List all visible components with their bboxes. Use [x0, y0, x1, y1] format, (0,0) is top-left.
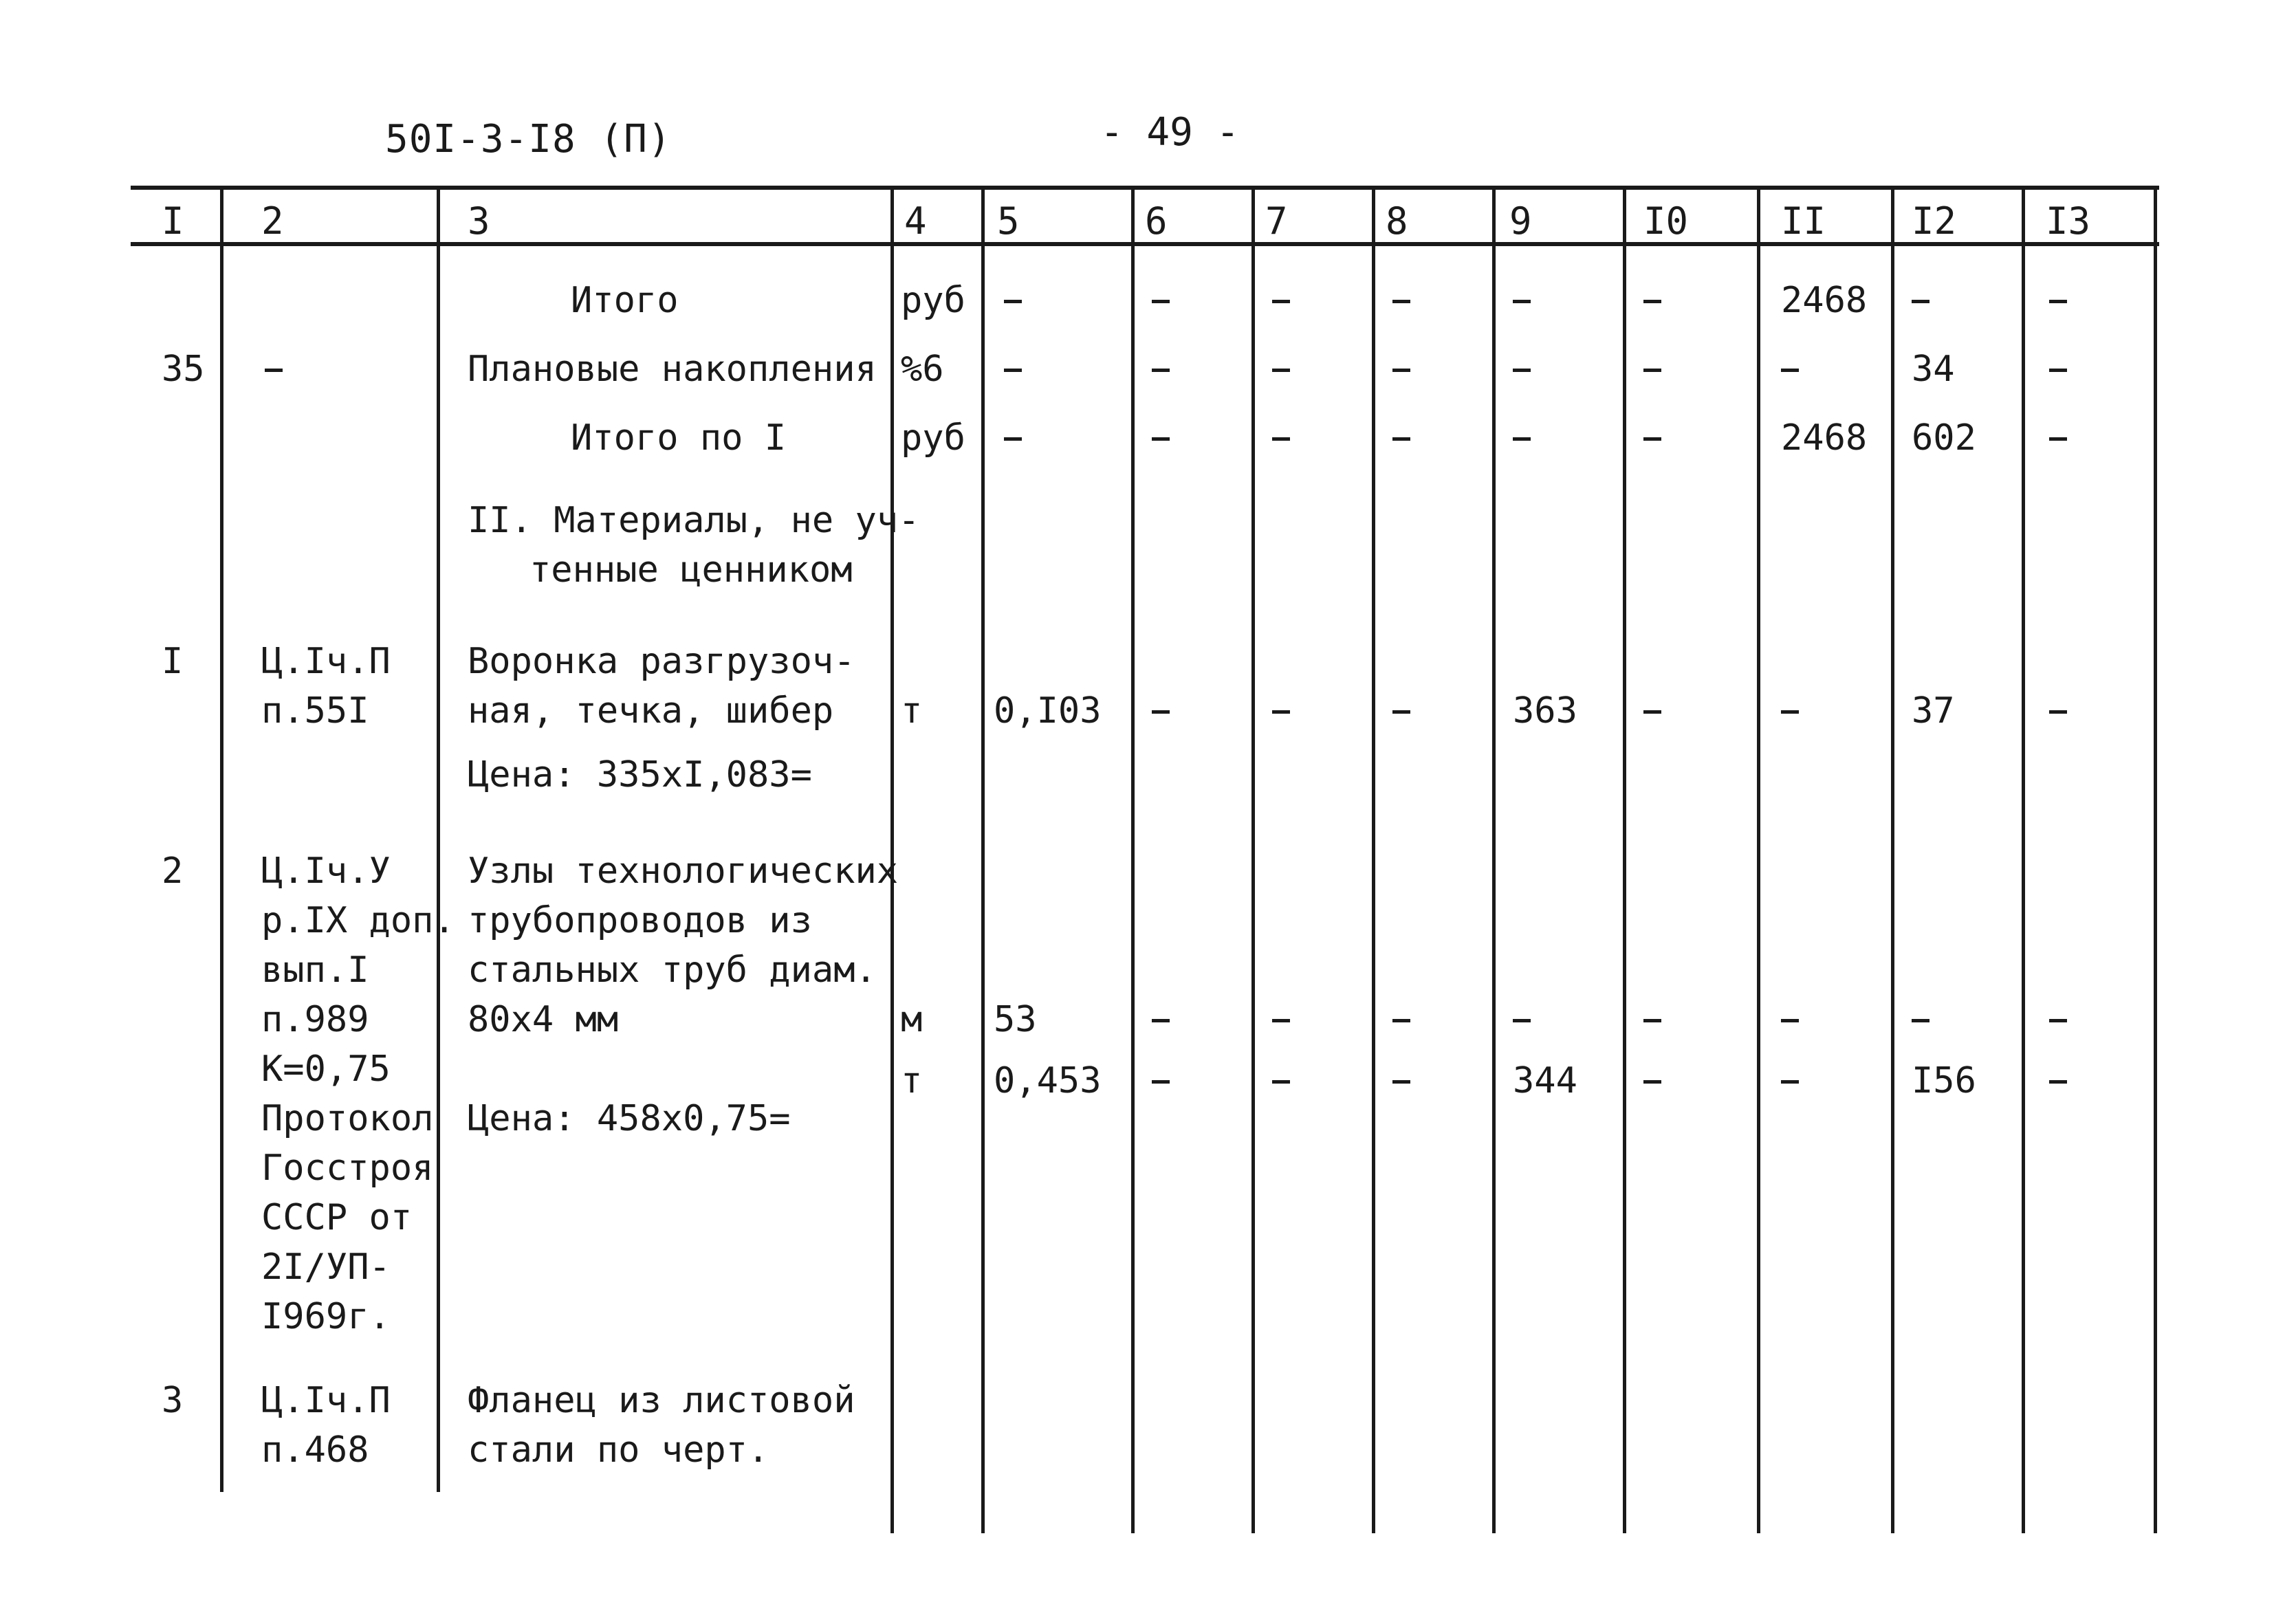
empty-dash: [1781, 1080, 1799, 1084]
description-line: Узлы технологических: [468, 851, 899, 892]
empty-dash: [1004, 300, 1022, 303]
column-header: 9: [1509, 199, 1532, 243]
column-header: II: [1781, 199, 1826, 243]
column-divider: [1372, 186, 1375, 1533]
value-cell: 0,I03: [994, 690, 1102, 732]
empty-dash: [1392, 437, 1410, 441]
empty-dash: [1513, 300, 1531, 303]
value-cell: 2468: [1781, 280, 1868, 321]
column-divider: [1623, 186, 1626, 1533]
empty-dash: [1152, 710, 1170, 714]
unit-cell: м: [901, 999, 923, 1040]
column-divider: [1492, 186, 1496, 1533]
column-divider: [2154, 186, 2157, 1533]
empty-dash: [1392, 1080, 1410, 1084]
empty-dash: [1781, 1019, 1799, 1022]
column-header: 5: [997, 199, 1020, 243]
empty-dash: [1643, 1019, 1661, 1022]
empty-dash: [2049, 1080, 2067, 1084]
empty-dash: [1392, 369, 1410, 372]
column-divider: [1251, 186, 1255, 1533]
unit-cell: т: [901, 690, 923, 732]
empty-dash: [1272, 437, 1290, 441]
price-line: Цена: 458x0,75=: [468, 1098, 791, 1139]
reference-line: СССР от: [261, 1197, 413, 1238]
empty-dash: [1392, 1019, 1410, 1022]
empty-dash: [1513, 437, 1531, 441]
empty-dash: [1152, 300, 1170, 303]
section-title-line: тенные ценником: [529, 549, 853, 591]
empty-dash: [1513, 369, 1531, 372]
reference-line: вып.I: [261, 950, 369, 991]
reference-line: Ц.Iч.У: [261, 851, 391, 892]
value-cell: 53: [994, 999, 1037, 1040]
value-cell: 34: [1912, 349, 1955, 390]
empty-dash: [1392, 710, 1410, 714]
reference-line: п.468: [261, 1429, 369, 1471]
reference-line: Ц.Iч.П: [261, 641, 391, 682]
row-label: Итого по I: [571, 417, 787, 459]
estimate-table: [131, 186, 2159, 1533]
empty-dash: [1152, 1080, 1170, 1084]
price-line: Цена: 335xI,083=: [468, 754, 812, 795]
reference-line: К=0,75: [261, 1049, 391, 1090]
column-header: I2: [1912, 199, 1957, 243]
reference-line: Госстроя: [261, 1148, 434, 1189]
column-header: I3: [2046, 199, 2091, 243]
empty-dash: [2049, 300, 2067, 303]
empty-dash: [1643, 1080, 1661, 1084]
description-line: Фланец из листовой: [468, 1380, 855, 1421]
empty-dash: [1152, 437, 1170, 441]
column-divider: [981, 186, 985, 1533]
empty-dash: [1004, 437, 1022, 441]
column-divider: [1131, 186, 1135, 1533]
empty-dash: [1152, 369, 1170, 372]
column-header: 3: [468, 199, 490, 243]
empty-dash: [1643, 710, 1661, 714]
column-divider: [1891, 186, 1894, 1533]
empty-dash: [1781, 710, 1799, 714]
unit-cell: руб: [901, 417, 965, 459]
reference-line: п.989: [261, 999, 369, 1040]
empty-dash: [1912, 300, 1929, 303]
empty-dash: [1272, 1019, 1290, 1022]
value-cell: 602: [1912, 417, 1976, 459]
column-header: I: [162, 199, 184, 243]
empty-dash: [1272, 1080, 1290, 1084]
column-divider: [220, 186, 223, 1492]
empty-dash: [1643, 437, 1661, 441]
section-title-line: II. Материалы, не уч-: [468, 500, 920, 541]
column-header: I0: [1643, 199, 1689, 243]
page-header: [0, 110, 2274, 172]
description-line: ная, течка, шибер: [468, 690, 834, 732]
reference-line: Ц.Iч.П: [261, 1380, 391, 1421]
column-header: 8: [1386, 199, 1408, 243]
empty-dash: [1272, 300, 1290, 303]
description-line: стальных труб диам.: [468, 950, 877, 991]
description-line: трубопроводов из: [468, 900, 812, 941]
value-cell: 363: [1513, 690, 1577, 732]
unit-cell: руб: [901, 280, 965, 321]
empty-dash: [1272, 710, 1290, 714]
empty-dash: [1781, 369, 1799, 372]
empty-dash: [1513, 1019, 1531, 1022]
description-line: 80x4 мм: [468, 999, 619, 1040]
empty-dash: [1643, 300, 1661, 303]
value-cell: 344: [1513, 1060, 1577, 1101]
column-divider: [437, 186, 440, 1492]
unit-cell: т: [901, 1060, 923, 1101]
row-label: Итого: [571, 280, 679, 321]
empty-dash: [2049, 1019, 2067, 1022]
description-line: Воронка разгрузоч-: [468, 641, 855, 682]
value-cell: 0,453: [994, 1060, 1102, 1101]
reference-line: п.55I: [261, 690, 369, 732]
row-label: Плановые накопления: [468, 349, 877, 390]
row-number: 3: [162, 1380, 184, 1421]
column-header: 7: [1265, 199, 1288, 243]
empty-dash: [2049, 437, 2067, 441]
empty-dash: [2049, 710, 2067, 714]
empty-dash: [1643, 369, 1661, 372]
empty-dash: [1392, 300, 1410, 303]
row-number: 2: [162, 851, 184, 892]
column-header: 4: [904, 199, 927, 243]
value-cell: 2468: [1781, 417, 1868, 459]
empty-dash: [1152, 1019, 1170, 1022]
reference-line: Протокол: [261, 1098, 434, 1139]
reference-line: I969г.: [261, 1296, 391, 1337]
reference-line: р.IX доп.: [261, 900, 455, 941]
column-header: 2: [261, 199, 284, 243]
column-divider: [1757, 186, 1760, 1533]
row-number: 35: [162, 349, 205, 390]
empty-dash: [2049, 369, 2067, 372]
value-cell: 37: [1912, 690, 1955, 732]
table-top-border: [131, 186, 2159, 190]
value-cell: I56: [1912, 1060, 1976, 1101]
unit-cell: %6: [901, 349, 944, 390]
empty-dash: [1004, 369, 1022, 372]
reference-line: 2I/УП-: [261, 1247, 391, 1288]
empty-dash: [1272, 369, 1290, 372]
row-number: I: [162, 641, 184, 682]
empty-dash: [1912, 1019, 1929, 1022]
page-number: - 49 -: [1100, 110, 1240, 155]
description-line: стали по черт.: [468, 1429, 769, 1471]
document-code: 50I-3-I8 (П): [385, 117, 672, 162]
empty-dash: [265, 369, 283, 372]
column-header: 6: [1145, 199, 1168, 243]
column-divider: [2022, 186, 2025, 1533]
